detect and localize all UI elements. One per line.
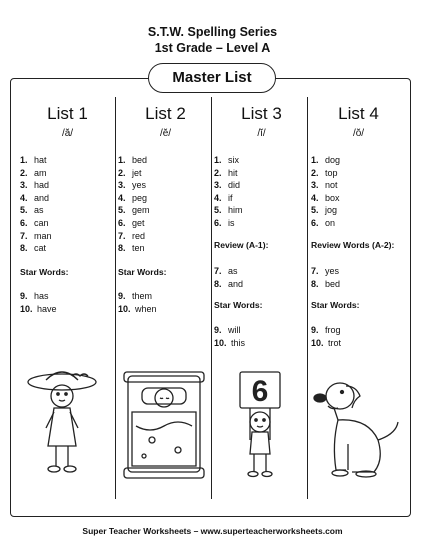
- list-item: 7. yes: [311, 266, 340, 277]
- list-item: 6. on: [311, 217, 336, 228]
- list-item: 5. him: [214, 205, 243, 216]
- word-list: [214, 154, 309, 349]
- child-in-bed-icon: [122, 370, 206, 482]
- list-item: 9. will: [214, 324, 241, 335]
- list-item: 4. peg: [118, 192, 148, 203]
- list-item: 2. hit: [214, 167, 238, 178]
- list-item: 3. did: [214, 180, 241, 191]
- list-item: 1. bed: [118, 155, 148, 165]
- list-item: 4. box: [311, 192, 340, 203]
- girl-hat-icon: [24, 368, 106, 480]
- list-item: 2. jet: [118, 167, 142, 178]
- word-list: [311, 154, 406, 349]
- review-heading: Review (A-1):: [214, 239, 269, 250]
- list-item: 9. them: [118, 291, 153, 302]
- list-item: 3. not: [311, 180, 338, 191]
- list-item: 10. when: [118, 303, 157, 314]
- list-item: 7. man: [20, 230, 52, 241]
- header-level: 1st Grade – Level A: [154, 41, 271, 55]
- list-item: 9. has: [20, 291, 49, 302]
- list-item: 9. frog: [311, 324, 341, 335]
- word-list: [20, 154, 115, 316]
- list-item: 5. as: [20, 205, 44, 216]
- list-item: 3. yes: [118, 180, 147, 191]
- list-item: 8. ten: [118, 243, 145, 254]
- list-2-column: [118, 100, 213, 316]
- list-title: List 4: [338, 104, 379, 123]
- list-4-column: [311, 100, 406, 349]
- list-title: List 1: [47, 104, 88, 123]
- list-item: 6. get: [118, 217, 145, 228]
- list-item: 2. top: [311, 167, 338, 178]
- list-item: 10. trot: [311, 337, 342, 348]
- list-item: 10. have: [20, 303, 57, 314]
- page-title: Master List: [148, 63, 276, 93]
- list-item: 6. can: [20, 217, 49, 228]
- star-words-heading: Star Words:: [214, 300, 263, 311]
- list-1-column: [20, 100, 115, 316]
- sign-number: 6: [251, 375, 269, 408]
- list-title: List 3: [241, 104, 282, 123]
- list-item: 8. and: [214, 278, 244, 289]
- child-holding-sign-icon: [232, 368, 294, 480]
- list-item: 7. red: [118, 230, 146, 241]
- list-item: 6. is: [214, 217, 235, 228]
- list-item: 1. dog: [311, 155, 341, 165]
- list-item: 4. if: [214, 192, 233, 203]
- review-heading: Review Words (A-2):: [311, 239, 395, 250]
- word-list: [118, 154, 213, 316]
- list-item: 3. had: [20, 180, 50, 191]
- list-item: 1. hat: [20, 155, 47, 165]
- list-item: 1. six: [214, 155, 239, 165]
- star-words-heading: Star Words:: [118, 266, 167, 277]
- list-sound: /ă/: [61, 128, 74, 139]
- list-item: 5. jog: [311, 205, 338, 216]
- list-title: List 2: [145, 104, 186, 123]
- list-item: 8. cat: [20, 243, 47, 254]
- list-item: 2. am: [20, 167, 47, 178]
- column-divider: [115, 97, 116, 499]
- list-3-column: [214, 100, 309, 349]
- list-sound: /ĭ/: [257, 128, 266, 139]
- header-series: S.T.W. Spelling Series: [147, 25, 278, 39]
- footer: Super Teacher Worksheets – www.superteacherworksheets.com: [82, 526, 343, 536]
- star-words-heading: Star Words:: [311, 300, 360, 311]
- list-sound: /ŏ/: [352, 128, 365, 139]
- list-item: 4. and: [20, 192, 50, 203]
- list-item: 8. bed: [311, 278, 341, 289]
- list-item: 10. this: [214, 337, 246, 348]
- list-sound: /ĕ/: [159, 128, 172, 139]
- dog-icon: [312, 374, 402, 482]
- list-item: 5. gem: [118, 205, 150, 216]
- star-words-heading: Star Words:: [20, 266, 69, 277]
- list-item: 7. as: [214, 266, 238, 277]
